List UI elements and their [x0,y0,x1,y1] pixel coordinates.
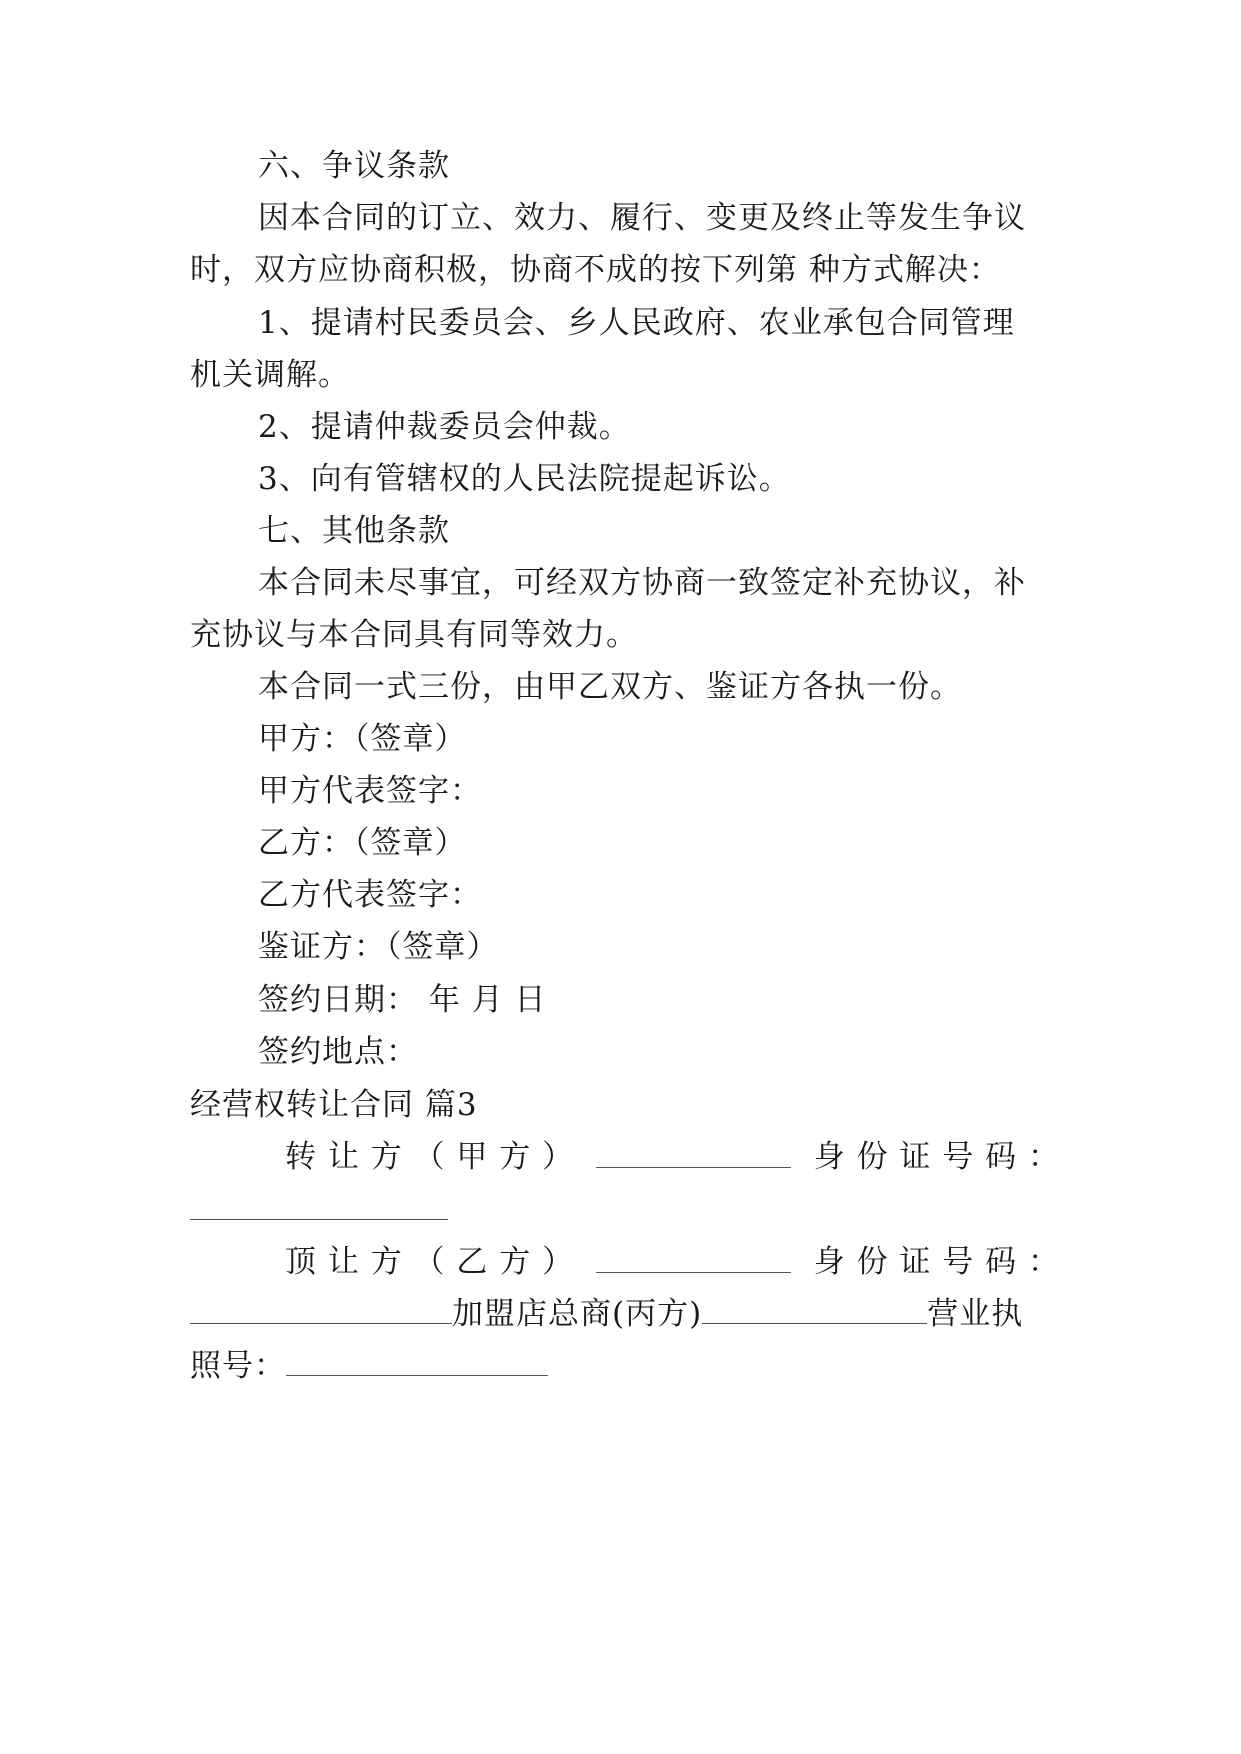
franchisor-label: 加盟店总商(丙方) [452,1296,703,1332]
signature-witness: 鉴证方：（签章） [258,929,499,965]
franchisor-name-blank [702,1323,927,1324]
transferor-label: 转 让 方 （ 甲 方 ） [285,1139,575,1175]
transferee-line [285,1242,1060,1282]
transferee-id-blank [190,1323,452,1324]
license-line [190,1346,1060,1386]
signature-party-b: 乙方：（签章） [258,825,467,861]
transferor-id-blank [190,1219,448,1220]
signature-place: 签约地点： [258,1034,418,1070]
section7-heading: 七、其他条款 [258,513,450,549]
section6-item1-line1: 1、提请村民委员会、乡人民政府、农业承包合同管理 [258,305,1015,341]
article3-title: 经营权转让合同 篇3 [190,1087,478,1123]
signature-party-a-rep: 甲方代表签字： [258,773,482,809]
section6-heading: 六、争议条款 [258,148,450,184]
signature-party-a: 甲方：（签章） [258,721,467,757]
section7-para2: 本合同一式三份，由甲乙双方、鉴证方各执一份。 [258,669,962,705]
franchisor-line [190,1294,1060,1334]
transferee-label: 顶 让 方 （ 乙 方 ） [285,1244,575,1280]
signature-party-b-rep: 乙方代表签字： [258,877,482,913]
section6-item3: 3、向有管辖权的人民法院提起诉讼。 [258,461,791,497]
id-label-2: 身 份 证 号 码 ： [813,1244,1060,1280]
section6-item2: 2、提请仲裁委员会仲裁。 [258,409,631,445]
signature-date: 签约日期： 年 月 日 [258,982,547,1018]
transferor-id-line [190,1190,1060,1230]
section7-para1-line1: 本合同未尽事宜，可经双方协商一致签定补充协议，补 [258,565,1026,601]
transferor-line [285,1137,1060,1177]
license-number-blank [286,1375,548,1376]
license-label-part2: 照号： [190,1348,286,1384]
transferor-name-blank [596,1167,791,1168]
section6-para1-line2: 时，双方应协商积极，协商不成的按下列第 种方式解决： [190,252,1001,288]
section6-item1-line2: 机关调解。 [190,357,350,393]
id-label-1: 身 份 证 号 码 ： [813,1139,1060,1175]
section6-para1-line1: 因本合同的订立、效力、履行、变更及终止等发生争议 [258,200,1026,236]
license-label-part1: 营业执 [927,1296,1024,1332]
transferee-name-blank [596,1272,791,1273]
section7-para1-line2: 充协议与本合同具有同等效力。 [190,617,638,653]
